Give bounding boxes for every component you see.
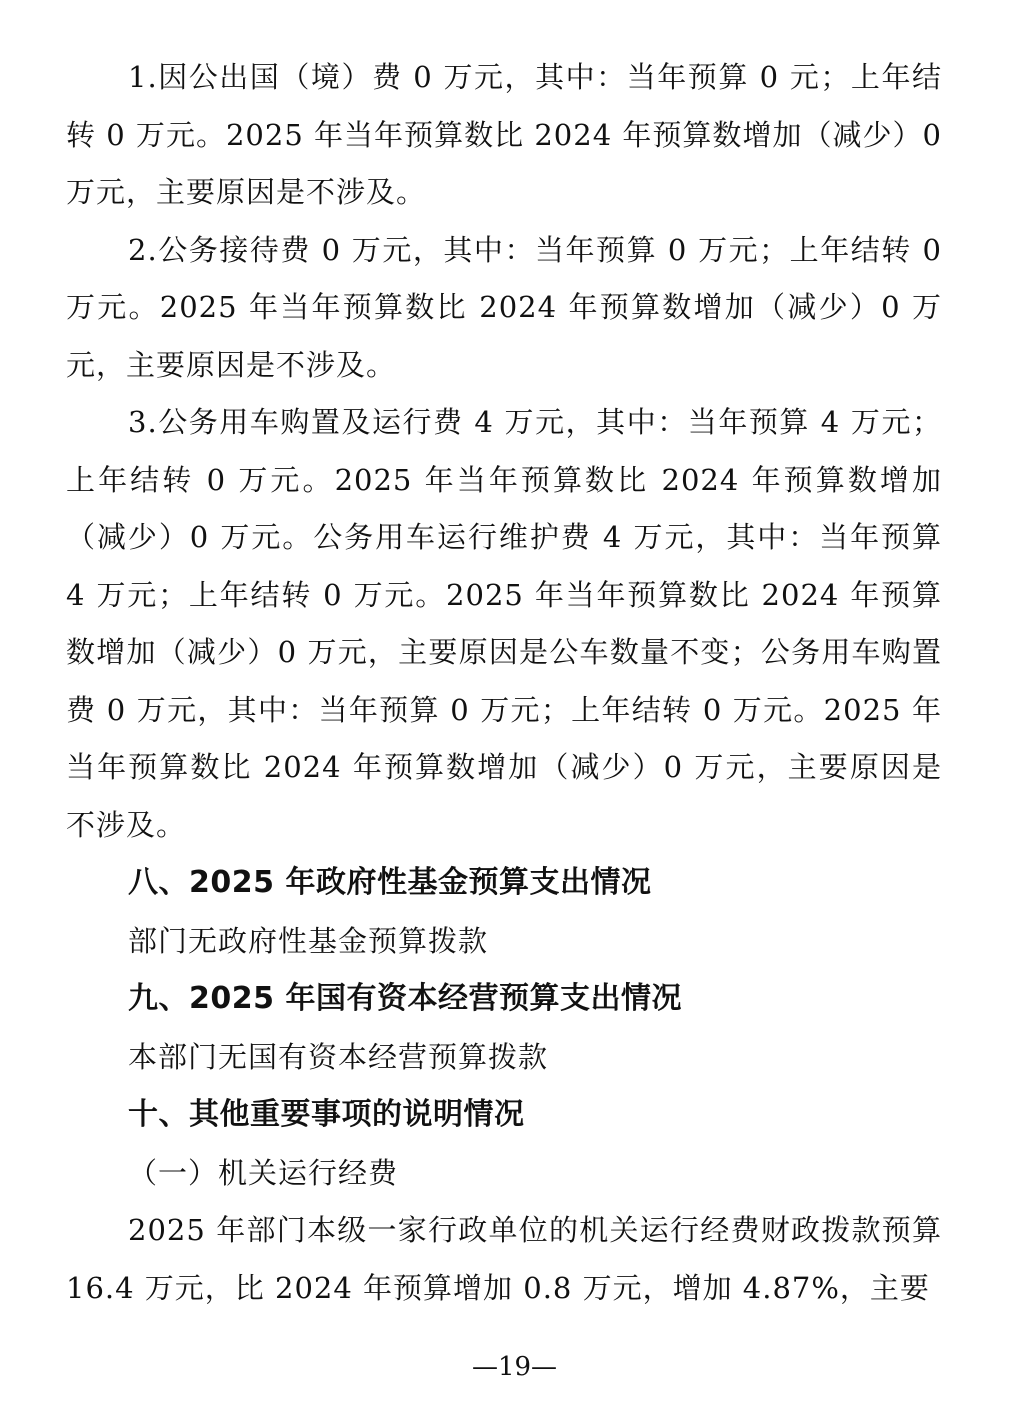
- paragraph-outbound-travel-expense: 1.因公出国（境）费 0 万元，其中：当年预算 0 元；上年结转 0 万元。2025 年当年预算数比 2024 年预算数增加（减少）0 万元，主要原因是不涉及。: [66, 60, 942, 209]
- page-number: —19—: [471, 1352, 558, 1382]
- subsection-heading-operating-expenses: （一）机关运行经费: [128, 1156, 399, 1190]
- paragraph-operating-expenses: 2025 年部门本级一家行政单位的机关运行经费财政拨款预算 16.4 万元，比 2024 年预算增加 0.8 万元，增加 4.87%，主要: [66, 1213, 942, 1305]
- page-content: [66, 49, 942, 1317]
- paragraph-reception-expense: 2.公务接待费 0 万元，其中：当年预算 0 万元；上年结转 0 万元。2025 年当年预算数比 2024 年预算数增加（减少）0 万元，主要原因是不涉及。: [66, 232, 942, 382]
- paragraph-official-vehicle-expense: 3.公务用车购置及运行费 4 万元，其中：当年预算 4 万元；上年结转 0 万元。2025 年当年预算数比 2024 年预算数增加（减少）0 万元。公务用车运行维护费 4 万元，其中：当年预算 4 万元；上年结转 0 万元。2025 年当年预算数比 2024 年预算数增加（减少）0 万元，主要原因是公车数量不变；公务用车购置费 0 万元，其中：当年预算 0 万元；上年结转 0 万元。2025 年当年预算数比 2024 年预算数增加（减少）0 万元，主要原因是不涉及。: [66, 405, 942, 842]
- section-body-state-capital: 本部门无国有资本经营预算拨款: [128, 1040, 549, 1074]
- section-body-government-fund: 部门无政府性基金预算拨款: [128, 924, 489, 958]
- section-heading-state-capital: 九、2025 年国有资本经营预算支出情况: [128, 981, 682, 1016]
- section-heading-other-matters: 十、其他重要事项的说明情况: [128, 1097, 525, 1132]
- section-heading-government-fund: 八、2025 年政府性基金预算支出情况: [128, 865, 652, 900]
